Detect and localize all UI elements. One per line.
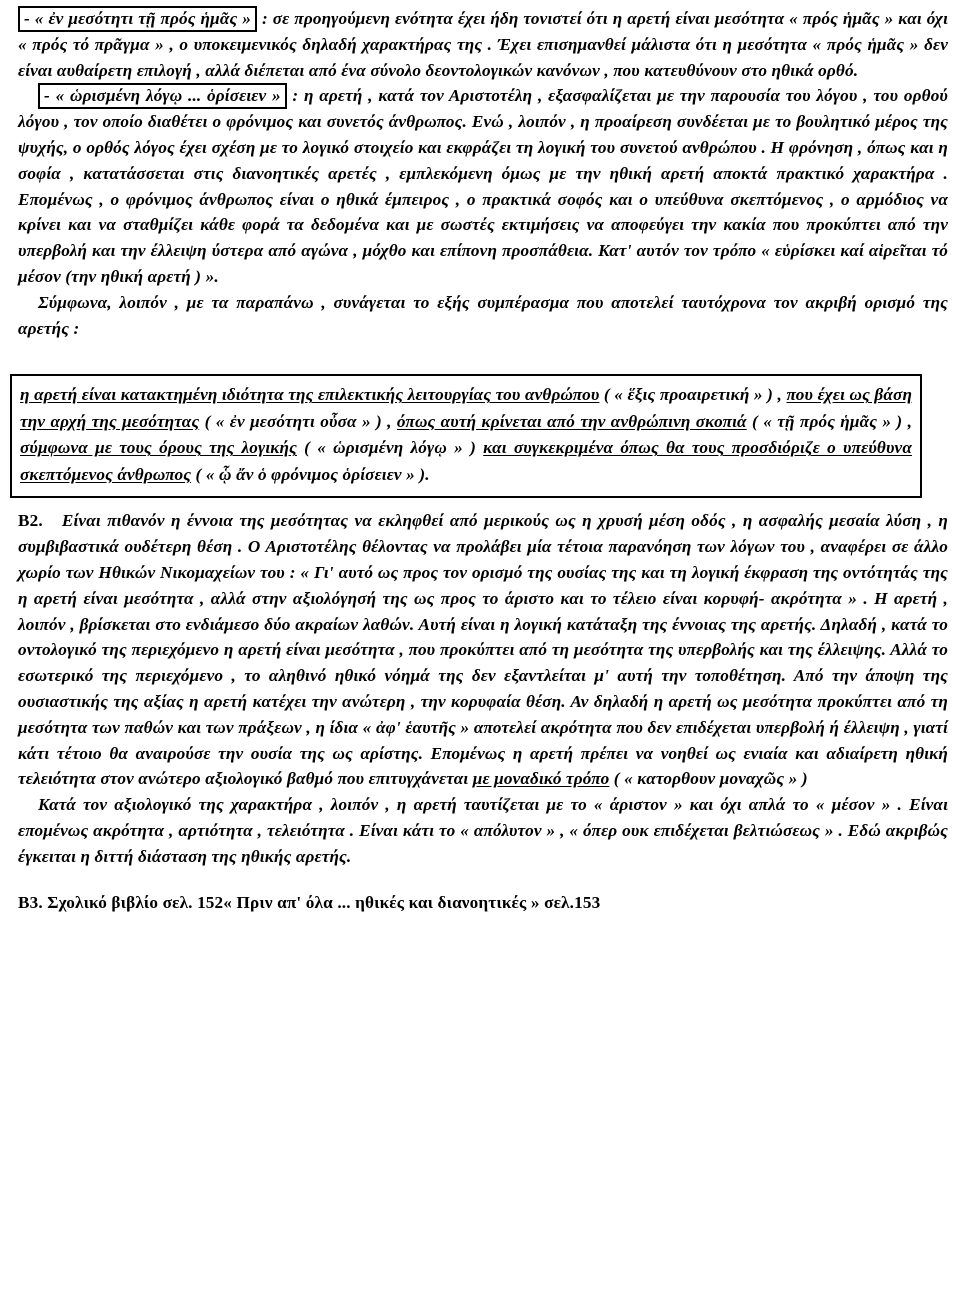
definition-segment: ( « ἕξις προαιρετική » ) , bbox=[603, 385, 782, 405]
definition-segment: η αρετή είναι κατακτημένη ιδιότητα της επιλεκτικής λειτουργίας του ανθρώπου bbox=[20, 385, 600, 405]
boxed-phrase-en-mesotiti: - « ἐν μεσότητι τῇ πρός ἡμᾶς » bbox=[18, 6, 257, 32]
definition-segment: σύμφωνα με τους όρους της λογικής bbox=[20, 438, 297, 458]
definition-segment: όπως αυτή κρίνεται από την ανθρώπινη σκοπιά bbox=[396, 411, 747, 431]
spacer bbox=[18, 498, 948, 508]
section-label-b2: Β2. bbox=[18, 511, 43, 531]
definition-segment: και συγκεκριμένα όπως θα τους προσδιόριζε ο υπεύθυνα σκεπτόμενος άνθρωπος bbox=[20, 438, 912, 484]
paragraph-orismeni-logo bbox=[18, 83, 948, 289]
section-b2-tail: ( « κατορθουν μοναχῶς » ) bbox=[613, 769, 808, 789]
paragraph-text: : σε προηγούμενη ενότητα έχει ήδη τονιστεί ότι η αρετή είναι μεσότητα « πρός ἡμᾶς » και όχι « πρός τό πρᾶγμα » , ο υποκειμενικός δηλαδή χαρακτήρας της . Έχει επισημανθεί μάλιστα ότι η μεσότητα « πρός ἡμᾶς » δεν είναι αυθαίρετη επιλογή , αλλά διέπεται από ένα σύνολο δεοντολογικών κανόνων , που κατευθύνουν στο ηθικά ορθό. bbox=[18, 9, 948, 80]
section-b3: Β3. Σχολικό βιβλίο σελ. 152« Πριν απ' όλα ... ηθικές και διανοητικές » σελ.153 bbox=[18, 892, 601, 912]
underlined-phrase: με μοναδικό τρόπο bbox=[472, 769, 610, 789]
paragraph-conclusion: Σύμφωνα, λοιπόν , με τα παραπάνω , συνάγεται το εξής συμπέρασμα που αποτελεί ταυτόχρονα τον ακριβή ορισμό της αρετής : bbox=[18, 292, 948, 338]
definition-segment: ( « ᾧ ἄν ὁ φρόνιμος ὁρίσειεν » ). bbox=[195, 464, 430, 484]
boxed-phrase-orismeni-logo: - « ὡρισμένη λόγῳ ... ὁρίσειεν » bbox=[38, 83, 287, 109]
definition-segment: ( « τῇ πρός ἡμᾶς » ) , bbox=[752, 411, 913, 431]
section-b2 bbox=[18, 508, 948, 792]
definition-text bbox=[20, 382, 912, 488]
document-page bbox=[18, 6, 948, 915]
section-b2-text: Είναι πιθανόν η έννοια της μεσότητας να εκληφθεί από μερικούς ως η χρυσή μέση οδός , η ασφαλής μεσαία λύση , η συμβιβαστικά ουδέτερη θέση . Ο Αριστοτέλης θέλοντας να προλάβει μία τέτοια παρανόηση των λόγων του , αναφέρει σε άλλο χωρίο των Ηθικών Νικομαχείων του : « Γι' αυτό ως προς τον ορισμό της ουσίας της και τη λογική έκφραση της οντότητάς της η αρετή είναι μεσότητα , αλλά στην αξιολόγησή της ως προς το άριστο και το τέλειο είναι κορυφή- ακρότητα » . Η αρετή , λοιπόν , βρίσκεται στο ενδιάμεσο δύο ακραίων λαθών. Αυτή είναι η λογική κατάταξη της έννοιας της αρετής. Δηλαδή , κατά το οντολογικό της περιεχόμενο η αρετή είναι μεσότητα , που προκύπτει από τη μεσότητα της υπερβολής και της έλλειψης. Αλλά το εσωτερικό της περιεχόμενο , το αληθινό ηθικό νόημά της δεν εξαντλείται μ' αυτή την τοποθέτηση. Από την άποψη της ουσιαστικής της αξίας η αρετή κατέχει την ανώτερη , την κορυφαία θέση. Αν δηλαδή η αρετή ως μεσότητα προκύπτει από τη μεσότητα των παθών και των πράξεων , η ίδια « ἀφ' ἑαυτῆς » αποτελεί ακρότητα που δεν επιδέχεται υπερβολή ή έλλειψη , γιατί κάτι τέτοιο θα αναιρούσε την ουσία της ως αρίστης. Επομένως η αρετή πρέπει να νοηθεί ως ενιαία και αδιαίρετη ηθική τελειότητα στον ανώτερο αξιολογικό βαθμό που επιτυγχάνεται bbox=[18, 511, 948, 789]
definition-segment: που έχει ως βάση την αρχή της μεσότητας bbox=[20, 385, 913, 431]
definition-segment: ( « ἐν μεσότητι οὖσα » ) , bbox=[204, 411, 392, 431]
paragraph-aristo: Κατά τον αξιολογικό της χαρακτήρα , λοιπόν , η αρετή ταυτίζεται με το « άριστον » και όχι απλά το « μέσον » . Είναι επομένως ακρότητα , αρτιότητα , τελειότητα . Είναι κάτι το « απόλυτον » , « όπερ ουκ επιδέχεται βελτιώσεως » . Εδώ ακριβώς έγκειται η διττή διάσταση της ηθικής αρετής. bbox=[18, 795, 948, 866]
paragraph-text: : η αρετή , κατά τον Αριστοτέλη , εξασφαλίζεται με την παρουσία του λόγου , του ορθού λόγου , τον οποίο διαθέτει ο φρόνιμος και συνετός άνθρωπος. Ενώ , λοιπόν , η προαίρεση συνδέεται με το βουλητικό μέρος της ψυχής, ο ορθός λόγος έχει σχέση με το λογικό στοιχείο και εκφράζει τη λογική του συνετού ανθρώπου . Η φρόνηση , όπως και η σοφία , κατατάσσεται στις διανοητικές αρετές , εμπλεκόμενη όμως με την ηθική αρετή αποκτά πρακτικό χαρακτήρα . Επομένως , ο φρόνιμος άνθρωπος είναι ο ηθικά έμπειρος , ο πρακτικά σοφός και ο υπεύθυνα σκεπτόμενος , ο αρμόδιος να κρίνει και να σταθμίζει κάθε φορά τα δεδομένα και με σωστές εκτιμήσεις να αποφεύγει την κακία που προκύπτει από την υπερβολή και την έλλειψη ύστερα από αγώνα , μόχθο και επίπονη προσπάθεια. Κατ' αυτόν τον τρόπο « εὑρίσκει καί αἱρεῖται τό μέσον (την ηθική αρετή ) ». bbox=[18, 86, 949, 286]
definition-segment: ( « ὡρισμένη λόγῳ » ) bbox=[304, 438, 476, 458]
paragraph-mesotita-pros-imas bbox=[18, 6, 948, 83]
definition-box bbox=[10, 374, 922, 498]
